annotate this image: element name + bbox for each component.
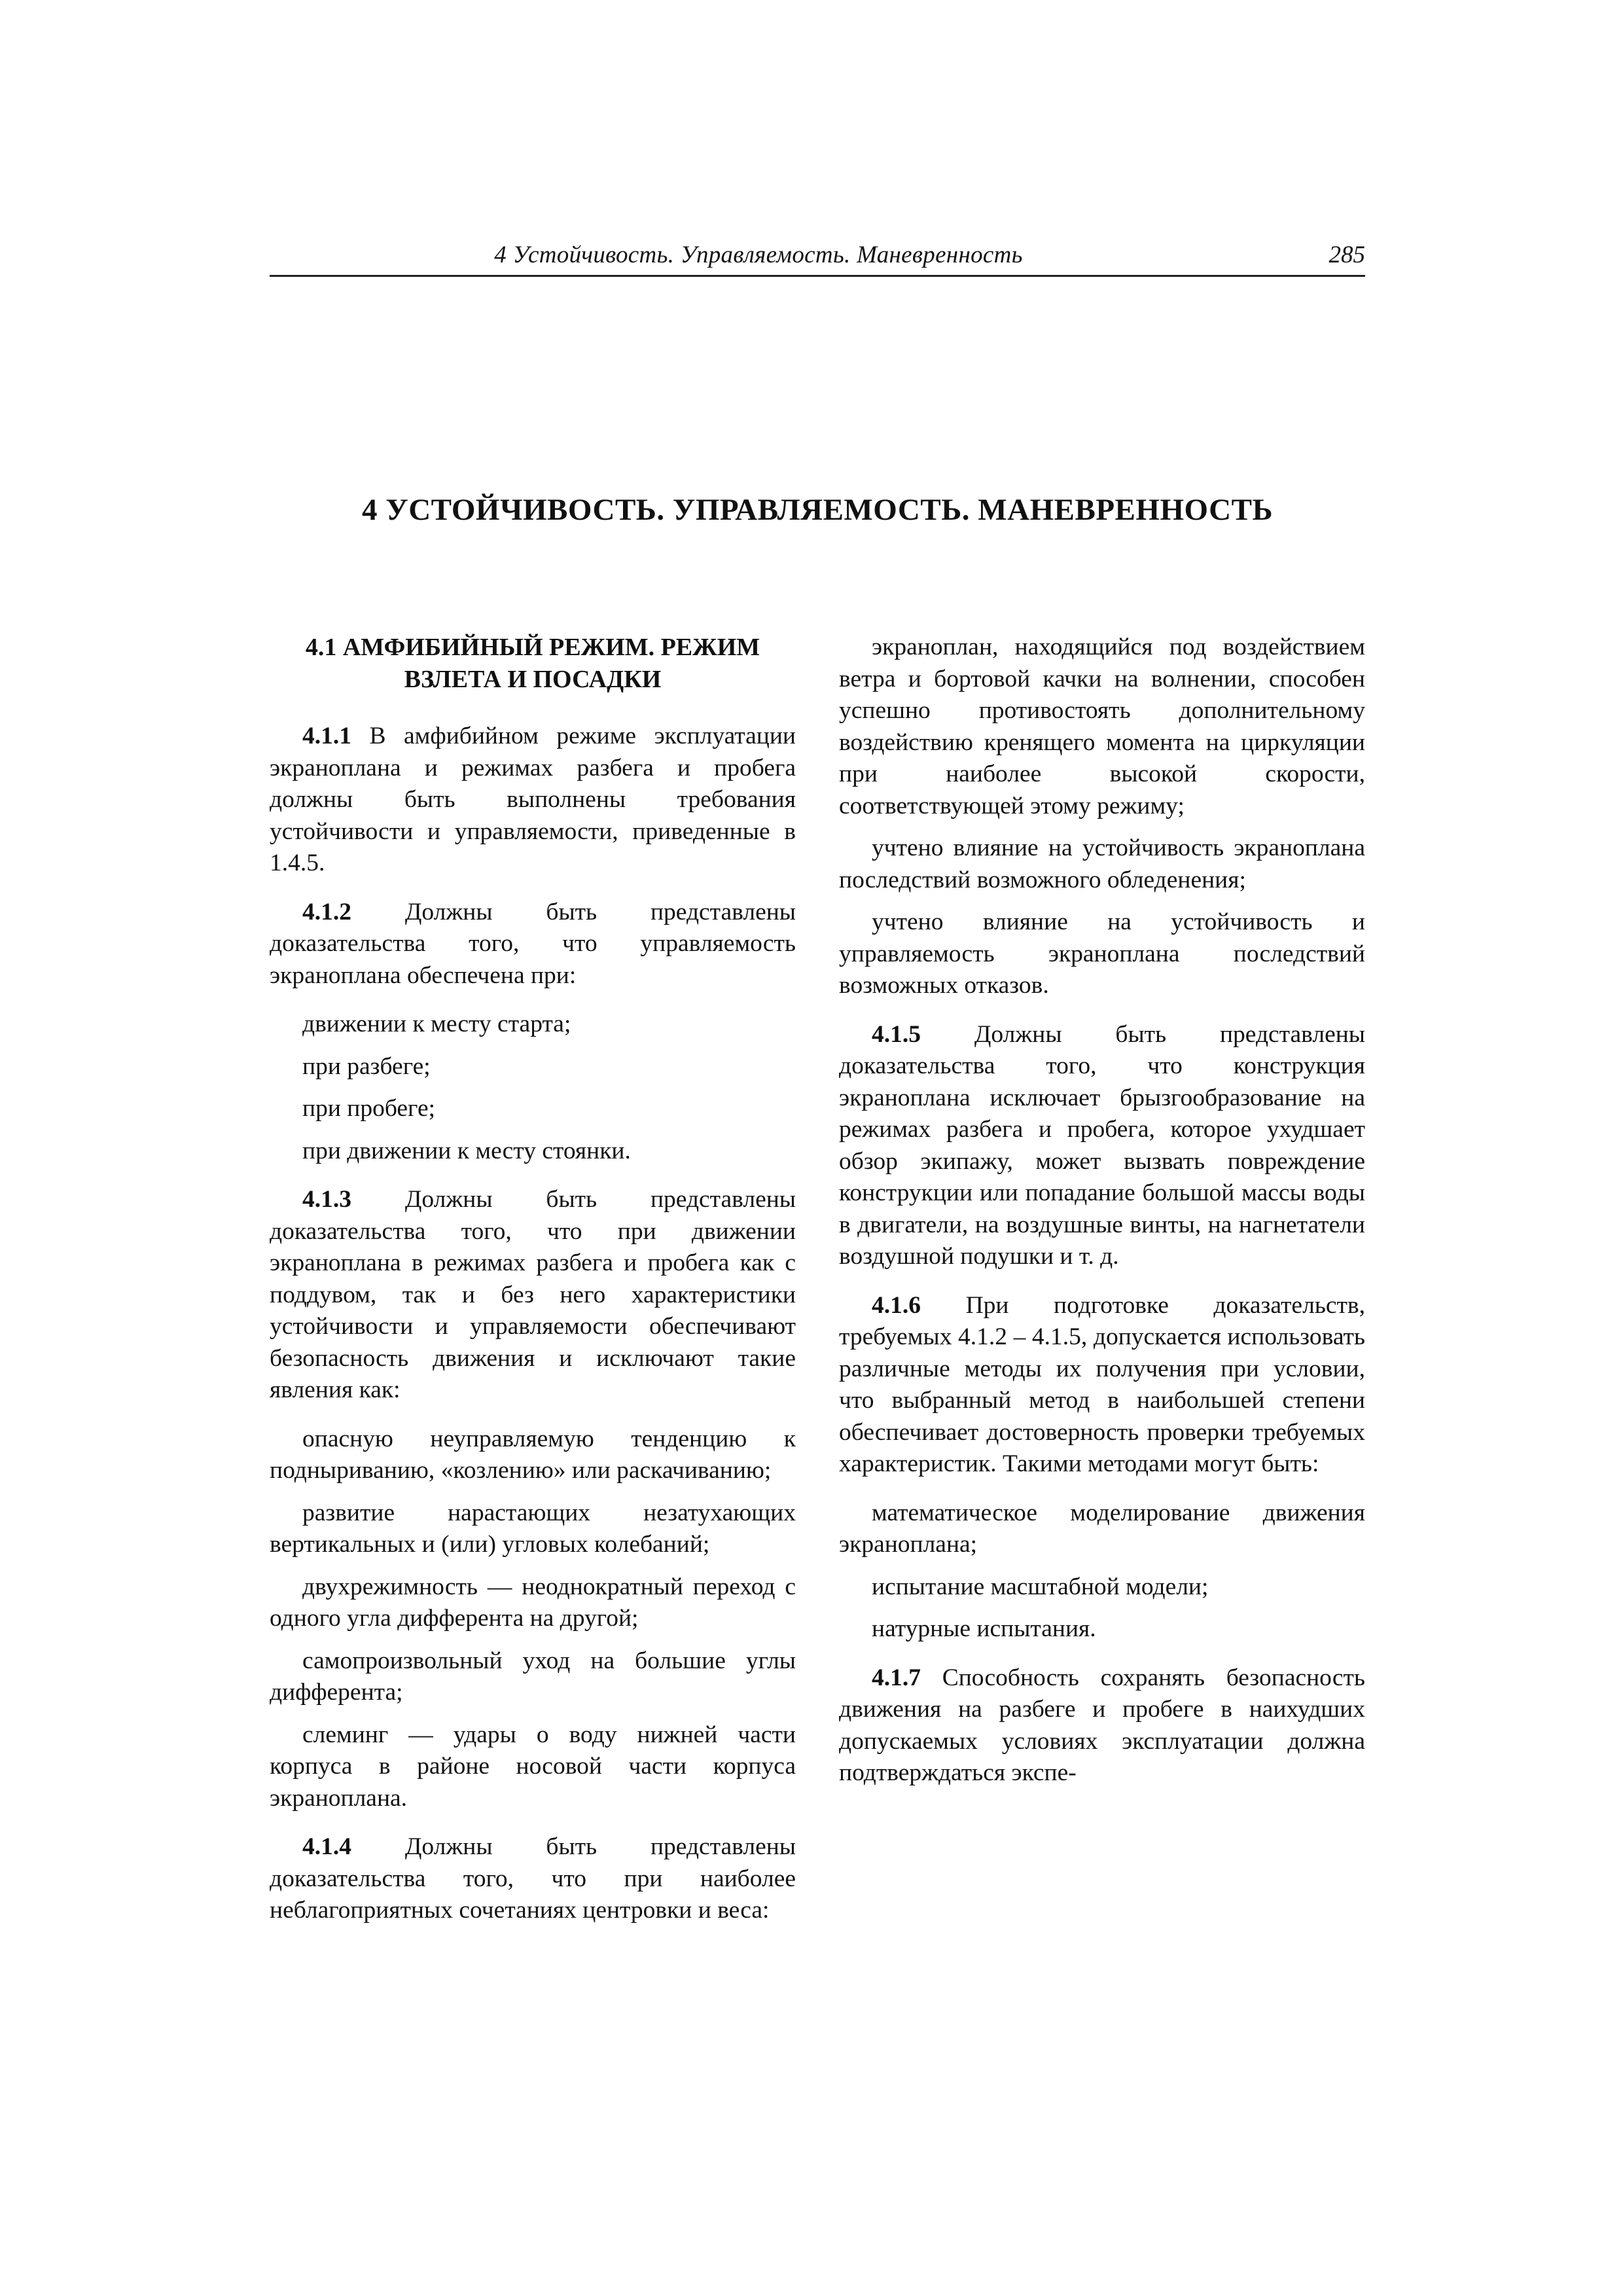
left-column <box>270 632 796 1944</box>
paragraph-4-1-5 <box>839 1019 1365 1273</box>
paragraph-number: 4.1.6 <box>872 1291 921 1319</box>
paragraph-number: 4.1.4 <box>302 1833 351 1860</box>
list-item: развитие нарастающих незатухающих вертикальных и (или) угловых колебаний; <box>270 1499 796 1558</box>
paragraph-number: 4.1.2 <box>302 898 351 925</box>
paragraph-number: 4.1.3 <box>302 1186 351 1213</box>
list-item: опасную неуправляемую тенденцию к подныриванию, «козлению» или раскачиванию; <box>270 1425 796 1484</box>
paragraph-text: Способность сохранять безопасность движения на разбеге и пробеге в наихудших допускаемых условиях эксплуатации должна подтверждаться экспе- <box>839 1664 1365 1786</box>
list-item: при пробеге; <box>302 1095 436 1122</box>
paragraph-text: В амфибийном режиме эксплуатации экраноплана и режимах разбега и пробега должны быть выполнены требования устойчивости и управляемости, приведенные в 1.4.5. <box>270 723 796 876</box>
paragraph-4-1-3 <box>270 1184 796 1407</box>
chapter-title: 4 УСТОЙЧИВОСТЬ. УПРАВЛЯЕМОСТЬ. МАНЕВРЕННОСТЬ <box>361 493 1274 527</box>
list-item: слеминг — удары о воду нижней части корпуса в районе носовой части корпуса экраноплана. <box>270 1721 796 1812</box>
paragraph-4-1-7 <box>839 1662 1365 1789</box>
list-item: при разбеге; <box>302 1052 431 1080</box>
paragraph-text: Должны быть представлены доказательства того, что управляемость экраноплана обеспечена при: <box>270 898 796 989</box>
section-title: 4.1 АМФИБИЙНЫЙ РЕЖИМ. РЕЖИМ ВЗЛЕТА И ПОСАДКИ <box>305 634 760 693</box>
running-header <box>270 237 1365 277</box>
running-title: 4 Устойчивость. Управляемость. Маневренность <box>494 242 1023 268</box>
paragraph-text: Должны быть представлены доказательства того, что при движении экраноплана в режимах разбега и пробега как с поддувом, так и без него характеристики устойчивости и управляемости обеспечивают безопасность движения и исключают такие явления как: <box>270 1186 796 1403</box>
page-number: 285 <box>1329 242 1365 268</box>
right-column <box>839 632 1365 1806</box>
list-item: при движении к месту стоянки. <box>302 1137 631 1164</box>
list-item: учтено влияние на устойчивость экраноплана последствий возможного обледенения; <box>839 834 1365 893</box>
list-item: самопроизвольный уход на большие углы дифферента; <box>270 1647 796 1706</box>
list-item: учтено влияние на устойчивость и управляемость экраноплана последствий возможных отказов. <box>839 908 1365 999</box>
list-item: математическое моделирование движения экраноплана; <box>839 1499 1365 1558</box>
list-item: испытание масштабной модели; <box>872 1573 1209 1600</box>
paragraph-4-1-2 <box>270 897 796 992</box>
paragraph-text: Должны быть представлены доказательства того, что при наиболее неблагоприятных сочетаниях центровки и веса: <box>270 1833 796 1924</box>
paragraph-number: 4.1.1 <box>302 723 351 749</box>
list-item: натурные испытания. <box>872 1615 1096 1642</box>
list-item: двухрежимность — неоднократный переход с одного угла дифферента на другой; <box>270 1573 796 1632</box>
list-item: экраноплан, находящийся под воздействием ветра и бортовой качки на волнении, способен успешно противостоять дополнительному воздействию кренящего момента на циркуляции при наиболее высокой скорости, соответствующей этому режиму; <box>839 634 1365 819</box>
paragraph-number: 4.1.5 <box>872 1020 921 1048</box>
paragraph-4-1-1 <box>270 721 796 880</box>
list-item: движении к месту старта; <box>302 1011 571 1037</box>
paragraph-number: 4.1.7 <box>872 1664 921 1691</box>
paragraph-4-1-6 <box>839 1290 1365 1480</box>
paragraph-4-1-4 <box>270 1831 796 1927</box>
paragraph-text: Должны быть представлены доказательства того, что конструкция экраноплана исключает брызгообразование на режимах разбега и пробега, которое ухудшает обзор экипажу, может вызвать повреждение конструкции или попадание большой массы воды в двигатели, на воздушные винты, на нагнетатели воздушной подушки и т. д. <box>839 1020 1365 1270</box>
paragraph-text: При подготовке доказательств, требуемых 4.1.2 – 4.1.5, допускается использовать различные методы их получения при условии, что выбранный метод в наибольшей степени обеспечивает достоверность проверки требуемых характеристик. Такими методами могут быть: <box>839 1291 1365 1477</box>
